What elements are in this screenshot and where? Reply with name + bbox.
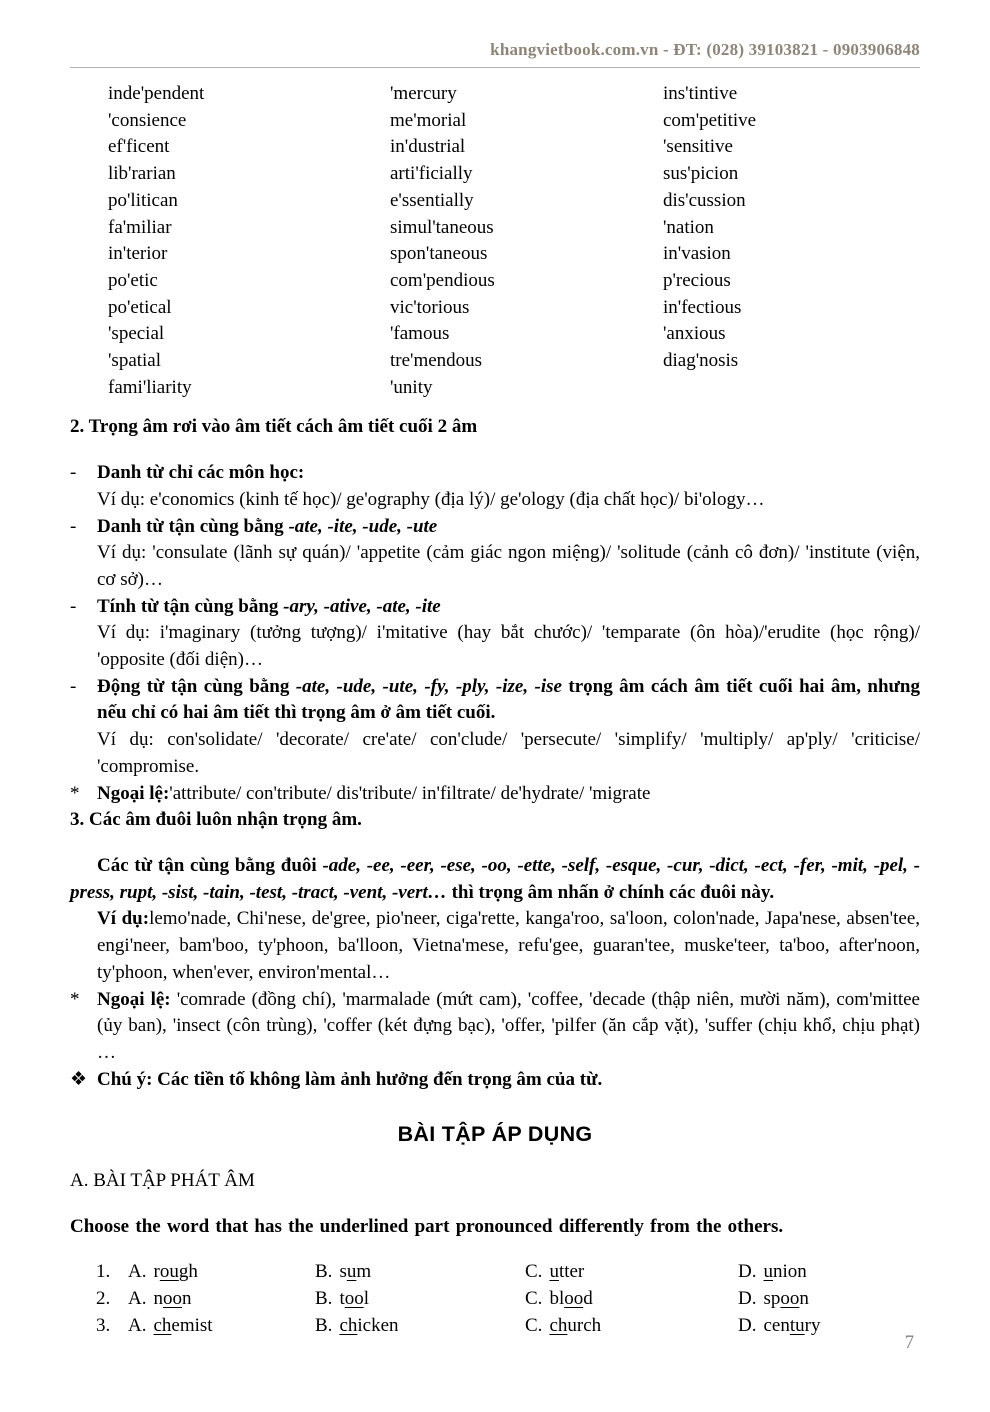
word-item: 'anxious xyxy=(663,323,726,345)
word-prefix: s xyxy=(339,1261,347,1283)
rule-3-exception xyxy=(70,987,920,1067)
dash-bullet: - xyxy=(70,595,77,617)
q1-option-c xyxy=(525,1259,738,1286)
q3-option-b xyxy=(315,1313,525,1340)
rule-3-exception-body xyxy=(97,987,920,1067)
word-item: simul'taneous xyxy=(390,216,494,238)
word-suffix: gh xyxy=(178,1261,198,1283)
dash-bullet: - xyxy=(70,462,77,484)
word-item: po'etical xyxy=(108,296,172,318)
rule-2-item-3 xyxy=(70,594,920,674)
practice-heading: BÀI TẬP ÁP DỤNG xyxy=(397,1122,593,1147)
dash-bullet: - xyxy=(70,675,77,697)
word-item: po'litican xyxy=(108,189,178,211)
word-suffix: d xyxy=(583,1288,593,1310)
word-item: diag'nosis xyxy=(663,350,739,372)
rule-3-example-paragraph xyxy=(97,906,920,986)
option-label: D. xyxy=(738,1288,757,1310)
rule-2-item-3-example: Ví dụ: i'maginary (tưởng tượng)/ i'mitative (hay bắt chước)/ 'temparate (ôn hòa)/'erudite (học rộng)/ 'opposite (đối diện)… xyxy=(97,622,920,671)
option-label: B. xyxy=(315,1288,333,1310)
word-item: inde'pendent xyxy=(108,83,205,104)
rule-2-item-4-body xyxy=(97,674,920,781)
word-item: ins'tintive xyxy=(663,83,738,104)
q3-option-d xyxy=(738,1313,920,1340)
rule-2-item-3-body xyxy=(97,594,920,674)
option-label: D. xyxy=(738,1261,757,1283)
word-column-3 xyxy=(663,81,920,401)
example-text: lemo'nade, Chi'nese, de'gree, pio'neer, ciga'rette, kanga'roo, sa'loon, colon'nade, Japa'nese, absen'tee, engi'neer, bam'boo, ty'phoon, ba'lloon, Vietna'mese, refu'gee, guaran'tee, muske'teer, ta'boo, after'noon, ty'phoon, when'ever, environ'mental… xyxy=(97,908,921,983)
word-item: 'spatial xyxy=(108,350,162,372)
exception-text: 'attribute/ con'tribute/ dis'tribute/ in'filtrate/ de'hydrate/ 'migrate xyxy=(169,782,651,804)
q2-option-d xyxy=(738,1286,920,1313)
q3-option-c xyxy=(525,1313,738,1340)
underlined-part: oo xyxy=(780,1288,800,1310)
option-label: B. xyxy=(315,1314,333,1336)
q3-option-a xyxy=(128,1313,315,1340)
rule-2-item-2-title: Danh từ tận cùng bằng xyxy=(97,515,289,537)
underlined-part: ch xyxy=(339,1314,358,1336)
rule-2-heading: 2. Trọng âm rơi vào âm tiết cách âm tiết cuối 2 âm xyxy=(70,416,478,438)
rule-2-item-2-suffixes: -ate, -ite, -ude, -ute xyxy=(288,515,438,537)
rule-3-heading: 3. Các âm đuôi luôn nhận trọng âm. xyxy=(70,809,362,831)
q1-option-b xyxy=(315,1259,525,1286)
underlined-part: u xyxy=(346,1261,357,1283)
page-number: 7 xyxy=(904,1333,914,1353)
word-item: p'recious xyxy=(663,269,731,291)
note-body xyxy=(97,1067,920,1094)
word-column-1 xyxy=(108,81,390,401)
rule-2-item-3-title: Tính từ tận cùng bằng xyxy=(97,595,284,617)
word-item: in'fectious xyxy=(663,296,742,318)
page-header xyxy=(70,40,920,68)
stress-word-list xyxy=(108,81,920,401)
underlined-part: oo xyxy=(564,1288,584,1310)
word-item: 'consience xyxy=(108,109,187,131)
underlined-part: ch xyxy=(153,1314,172,1336)
option-label: C. xyxy=(525,1288,543,1310)
q1-option-d xyxy=(738,1259,920,1286)
word-item: 'unity xyxy=(390,376,433,398)
exception-text: 'comrade (đồng chí), 'marmalade (mứt cam), 'coffee, 'decade (thập niên, mười năm), com'mittee (ủy ban), 'insect (côn trùng), 'coffer (két đựng bạc), 'offer, 'pilfer (ăn cắp vặt), 'suffer (chịu khổ, chịu phạt) … xyxy=(97,988,920,1063)
option-word xyxy=(153,1261,197,1282)
word-item: com'pendious xyxy=(390,269,495,291)
rule-3-section xyxy=(70,807,920,1093)
option-word xyxy=(549,1315,601,1336)
rule-2-item-4-title: Động từ tận cùng bằng xyxy=(97,675,296,697)
option-word xyxy=(549,1288,592,1309)
rule-2-item-1-title: Danh từ chỉ các môn học: xyxy=(97,462,305,484)
word-item: 'nation xyxy=(663,216,714,238)
rule-2-item-1 xyxy=(70,460,920,513)
rule-3-lead: Các từ tận cùng bằng đuôi xyxy=(97,854,323,876)
word-prefix: sp xyxy=(763,1288,781,1310)
word-item: 'mercury xyxy=(390,83,457,104)
option-word xyxy=(763,1288,808,1309)
rule-2-item-3-suffixes: -ary, -ative, -ate, -ite xyxy=(283,595,441,617)
word-item: in'dustrial xyxy=(390,136,466,158)
underlined-part: ou xyxy=(159,1261,179,1283)
header-divider xyxy=(70,67,920,68)
practice-instruction: Choose the word that has the underlined part pronounced differently from the others. xyxy=(70,1215,784,1237)
underlined-part: u xyxy=(763,1261,773,1283)
word-suffix: m xyxy=(356,1261,372,1283)
word-column-2 xyxy=(390,81,663,401)
word-item: 'sensitive xyxy=(663,136,733,158)
asterisk-bullet: * xyxy=(70,988,80,1010)
option-label: D. xyxy=(738,1314,757,1336)
word-item: me'morial xyxy=(390,109,467,131)
underlined-part: u xyxy=(549,1261,559,1283)
rule-2-item-1-body xyxy=(97,460,920,513)
word-suffix: emist xyxy=(171,1314,213,1336)
underlined-part: oo xyxy=(344,1288,364,1310)
option-word xyxy=(339,1315,398,1336)
word-item: spon'taneous xyxy=(390,243,488,265)
word-item: vic'torious xyxy=(390,296,470,318)
word-suffix: n xyxy=(181,1288,192,1310)
rule-3-suffixes: -ade, -ee, -eer, -ese, -oo, -ette, -self, -esque, -cur, -dict, -ect, -fer, -mit, -pel, -press, rupt, -sist, -tain, -test, -tract, -vent, -vert… xyxy=(70,854,921,903)
word-suffix: n xyxy=(799,1288,809,1310)
rule-2-item-4-example: Ví dụ: con'solidate/ 'decorate/ cre'ate/ con'clude/ 'persecute/ 'simplify/ 'multiply/ ap'ply/ 'criticise/ 'compromise. xyxy=(97,729,920,777)
word-item: in'terior xyxy=(108,243,168,265)
option-word xyxy=(763,1261,806,1282)
option-word xyxy=(339,1288,369,1309)
dash-bullet: - xyxy=(70,515,77,537)
option-word xyxy=(549,1261,584,1282)
word-item: com'petitive xyxy=(663,109,757,131)
question-number: 1. xyxy=(96,1261,111,1283)
word-suffix: icken xyxy=(357,1314,399,1336)
word-suffix: tter xyxy=(558,1261,585,1283)
word-item: sus'picion xyxy=(663,163,739,185)
option-label: A. xyxy=(128,1314,147,1336)
rule-2-exception-body xyxy=(97,781,920,808)
word-prefix: n xyxy=(153,1288,163,1310)
word-suffix: urch xyxy=(567,1314,602,1336)
option-word xyxy=(153,1288,191,1309)
rule-2-exception xyxy=(70,781,920,808)
option-label: C. xyxy=(525,1261,543,1283)
word-item: e'ssentially xyxy=(390,189,474,211)
note-text: Chú ý: Các tiền tố không làm ảnh hưởng đến trọng âm của từ. xyxy=(97,1068,603,1090)
option-label: B. xyxy=(315,1261,333,1283)
rule-2-item-4-title-cont: trọng âm cách âm tiết cuối hai âm, nhưng nếu chỉ có hai âm tiết thì trọng âm ở âm tiết cuối. xyxy=(97,675,920,724)
question-row-2 xyxy=(96,1286,920,1313)
option-word xyxy=(339,1261,371,1282)
q2-option-c xyxy=(525,1286,738,1313)
note-row xyxy=(70,1067,920,1094)
rule-2-item-4 xyxy=(70,674,920,781)
example-label: Ví dụ: xyxy=(97,908,150,930)
option-word xyxy=(763,1315,820,1336)
rule-2-item-2-example: Ví dụ: 'consulate (lãnh sự quán)/ 'appetite (cảm giác ngon miệng)/ 'solitude (cảnh cô đơn)/ 'institute (viện, cơ sở)… xyxy=(97,542,920,590)
word-item: arti'ficially xyxy=(390,163,473,185)
exception-label: Ngoại lệ: xyxy=(97,782,170,804)
option-label: A. xyxy=(128,1261,147,1283)
underlined-part: ch xyxy=(549,1314,568,1336)
asterisk-bullet: * xyxy=(70,782,80,804)
question-number: 2. xyxy=(96,1288,111,1310)
document-body xyxy=(70,81,920,1340)
rule-2-item-2 xyxy=(70,514,920,594)
rule-3-tail: thì trọng âm nhấn ở chính các đuôi này. xyxy=(446,881,775,903)
word-item: lib'rarian xyxy=(108,163,176,185)
word-item: dis'cussion xyxy=(663,189,746,211)
underlined-part: tu xyxy=(789,1314,805,1336)
word-item: fami'liarity xyxy=(108,376,192,398)
rule-2-item-1-example: Ví dụ: e'conomics (kinh tế học)/ ge'ography (địa lý)/ ge'ology (địa chất học)/ bi'ology… xyxy=(97,488,765,510)
header-contact-text: khangvietbook.com.vn - ĐT: (028) 39103821 - 0903906848 xyxy=(490,40,920,59)
word-item: in'vasion xyxy=(663,243,731,265)
question-number: 3. xyxy=(96,1314,111,1336)
q1-option-a xyxy=(128,1259,315,1286)
word-item: po'etic xyxy=(108,269,158,291)
word-item: tre'mendous xyxy=(390,350,483,372)
word-item: fa'miliar xyxy=(108,216,172,238)
diamond-bullet-icon: ❖ xyxy=(70,1068,88,1090)
word-prefix: t xyxy=(339,1288,345,1310)
rule-3-suffix-paragraph xyxy=(70,853,920,906)
exception-label: Ngoại lệ: xyxy=(97,988,177,1010)
section-a-title: A. BÀI TẬP PHÁT ÂM xyxy=(70,1170,255,1192)
word-item: ef'ficent xyxy=(108,136,170,158)
rule-2-section xyxy=(70,414,920,807)
word-suffix: l xyxy=(363,1288,369,1310)
word-prefix: bl xyxy=(549,1288,565,1310)
word-suffix: ry xyxy=(804,1314,821,1336)
word-prefix: cen xyxy=(763,1314,790,1336)
rule-2-item-4-suffixes: -ate, -ude, -ute, -fy, -ply, -ize, -ise xyxy=(295,675,562,697)
word-prefix: r xyxy=(153,1261,160,1283)
rule-2-item-2-body xyxy=(97,514,920,594)
question-row-1 xyxy=(96,1259,920,1286)
word-item: 'special xyxy=(108,323,165,345)
word-item: 'famous xyxy=(390,323,450,345)
word-suffix: nion xyxy=(772,1261,807,1283)
option-label: C. xyxy=(525,1314,543,1336)
option-label: A. xyxy=(128,1288,147,1310)
option-word xyxy=(153,1315,212,1336)
question-row-3 xyxy=(96,1313,920,1340)
underlined-part: oo xyxy=(162,1288,182,1310)
q2-option-b xyxy=(315,1286,525,1313)
q2-option-a xyxy=(128,1286,315,1313)
